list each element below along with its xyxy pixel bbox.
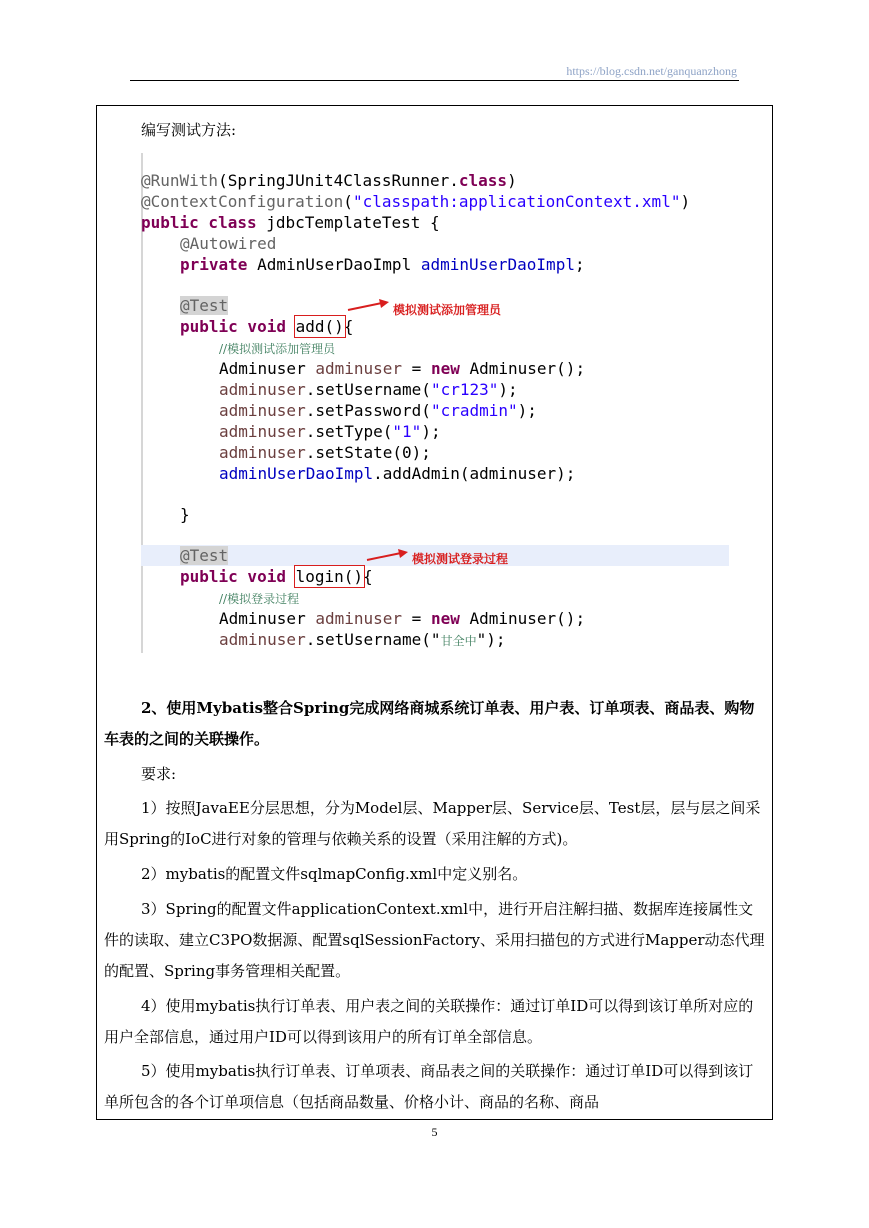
code-line: @ContextConfiguration("classpath:applicationContext.xml") <box>141 192 691 211</box>
code-line: @Autowired <box>180 234 277 253</box>
code-line: adminUserDaoImpl.addAdmin(adminuser); <box>219 464 576 483</box>
intro-text: 编写测试方法: <box>141 121 237 139</box>
code-line: Adminuser adminuser = new Adminuser(); <box>219 609 586 628</box>
code-line: //模拟登录过程 <box>219 592 300 606</box>
callout-add: 模拟测试添加管理员 <box>393 303 502 317</box>
code-line: adminuser.setState(0); <box>219 443 431 462</box>
code-line: //模拟测试添加管理员 <box>219 342 336 356</box>
requirement-item: 1）按照JavaEE分层思想，分为Model层、Mapper层、Service层、Test层，层与层之间采用Spring的IoC进行对象的管理与依赖关系的设置（采用注解的方式)。 <box>104 799 761 848</box>
code-line: @RunWith(SpringJUnit4ClassRunner.class) <box>141 171 517 190</box>
code-screenshot <box>141 153 731 653</box>
code-line: @Test <box>180 296 229 315</box>
code-line: adminuser.setUsername("cr123"); <box>219 380 518 399</box>
code-line: adminuser.setUsername("甘全中"); <box>219 630 506 649</box>
header-url[interactable]: https://blog.csdn.net/ganquanzhong <box>566 64 737 78</box>
code-line: public void login(){ <box>180 567 373 586</box>
arrow-icon <box>346 299 390 313</box>
content-frame <box>96 105 773 1120</box>
header-rule <box>130 80 739 81</box>
code-line: } <box>180 505 190 524</box>
code-line: Adminuser adminuser = new Adminuser(); <box>219 359 586 378</box>
section-heading: 2、使用Mybatis整合Spring完成网络商城系统订单表、用户表、订单项表、商品表、购物车表的之间的关联操作。 <box>104 699 755 748</box>
code-line: public void add(){ <box>180 317 354 336</box>
code-line: adminuser.setPassword("cradmin"); <box>219 401 537 420</box>
requirement-item: 3）Spring的配置文件applicationContext.xml中，进行开启注解扫描、数据库连接属性文件的读取、建立C3PO数据源、配置sqlSessionFactory、采用扫描包的方式进行Mapper动态代理的配置、Spring事务管理相关配置。 <box>104 900 765 980</box>
code-line: adminuser.setType("1"); <box>219 422 441 441</box>
code-line: private AdminUserDaoImpl adminUserDaoImpl; <box>180 255 585 274</box>
requirement-item: 4）使用mybatis执行订单表、用户表之间的关联操作：通过订单ID可以得到该订单所对应的用户全部信息，通过用户ID可以得到该用户的所有订单全部信息。 <box>104 997 754 1046</box>
requirement-item: 5）使用mybatis执行订单表、订单项表、商品表之间的关联操作：通过订单ID可以得到该订单所包含的各个订单项信息（包括商品数量、价格小计、商品的名称、商品 <box>104 1062 754 1111</box>
arrow-icon <box>365 549 409 563</box>
requirement-item: 2）mybatis的配置文件sqlmapConfig.xml中定义别名。 <box>141 865 528 883</box>
login-method-box: login() <box>295 567 364 586</box>
page-number: 5 <box>431 1125 438 1139</box>
code-line-highlighted: @Test <box>141 545 729 566</box>
callout-login: 模拟测试登录过程 <box>412 552 509 566</box>
code-line: public class jdbcTemplateTest { <box>141 213 440 232</box>
requirement-label: 要求: <box>141 765 177 783</box>
add-method-box: add() <box>295 317 344 336</box>
